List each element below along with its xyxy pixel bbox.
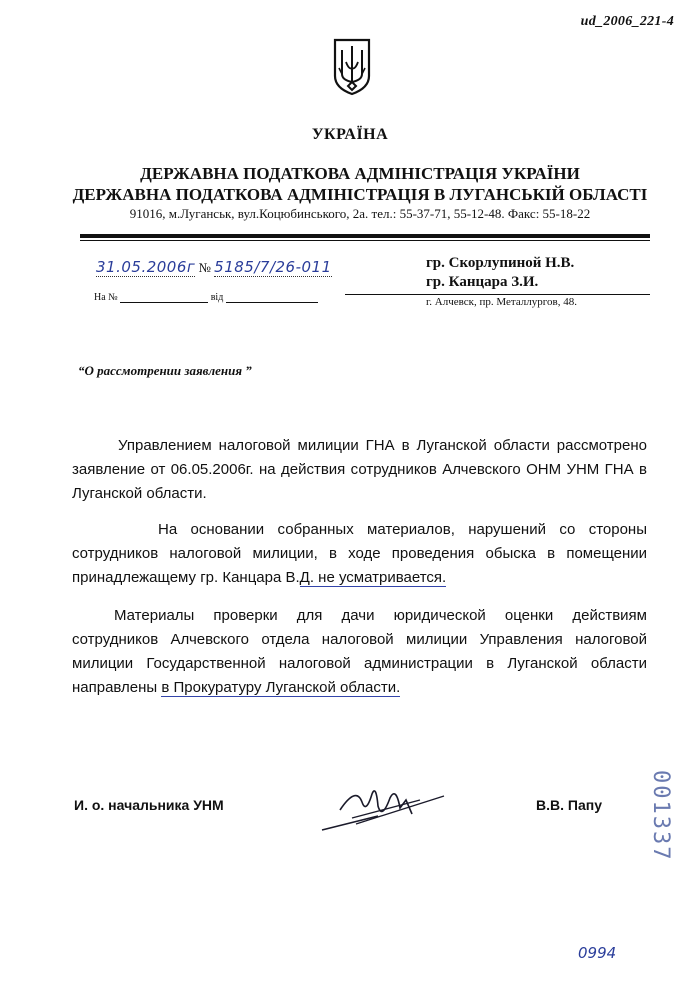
paragraph-2-underlined: Д. не усматривается. <box>299 569 447 586</box>
registration-stamp: 001337 <box>648 770 673 862</box>
paragraph-2 <box>72 518 647 590</box>
letter-subject: “О рассмотрении заявления ” <box>78 363 252 378</box>
from-label: від <box>210 292 224 303</box>
recipient-address: г. Алчевск, пр. Металлургов, 48. <box>426 296 577 308</box>
recipient-2: гр. Канцара З.И. <box>426 274 539 290</box>
agency-regional: ДЕРЖАВНА ПОДАТКОВА АДМІНІСТРАЦІЯ В ЛУГАНСЬКІЙ ОБЛАСТІ <box>72 185 648 204</box>
paragraph-3-text: Материалы проверки для дачи юридической оценки действиям сотрудников Алчевского отдела налоговой милиции Управления налоговой милиции Государственной налоговой администрации в Луганской области направлены <box>72 607 647 696</box>
paragraph-3-underlined: в Прокуратуру Луганской области. <box>161 679 401 696</box>
paragraph-2-text: На основании собранных материалов, нарушений со стороны сотрудников налоговой милиции, в ходе проведения обыска в помещении принадлежащему гр. Канцара В. <box>72 521 647 586</box>
recipient-1: гр. Скорлупиной Н.В. <box>426 255 575 271</box>
paragraph-1: Управлением налоговой милиции ГНА в Луганской области рассмотрено заявление от 06.05.2006г. на действия сотрудников Алчевского ОНМ УНМ ГНА в Луганской области. <box>72 437 647 502</box>
signatory-name: В.В. Папу <box>536 797 602 813</box>
ref-number-blank <box>120 302 208 303</box>
page-number: 0994 <box>578 944 617 962</box>
header-divider-thin <box>80 240 650 241</box>
header-divider <box>80 234 650 238</box>
outgoing-reference <box>96 258 332 277</box>
trident-emblem-icon <box>332 38 372 96</box>
incoming-reference <box>94 292 318 303</box>
outgoing-date: 31.05.2006г <box>96 258 196 276</box>
outgoing-number: 5185/7/26-011 <box>214 258 332 276</box>
agency-address: 91016, м.Луганськ, вул.Коцюбинського, 2а. тел.: 55-37-71, 55-12-48. Факс: 55-18-22 <box>129 206 591 221</box>
recipient-divider <box>345 294 650 295</box>
country-heading: УКРАЇНА <box>311 126 389 143</box>
signatory-title: И. о. начальника УНМ <box>74 797 224 813</box>
document-id: ud_2006_221-4 <box>580 14 674 29</box>
number-label: № <box>198 260 211 275</box>
paragraph-3 <box>72 604 647 700</box>
ref-label: На № <box>94 292 118 303</box>
agency-national: ДЕРЖАВНА ПОДАТКОВА АДМІНІСТРАЦІЯ УКРАЇНИ <box>140 164 580 183</box>
handwritten-signature <box>316 780 448 836</box>
ref-date-blank <box>226 302 318 303</box>
